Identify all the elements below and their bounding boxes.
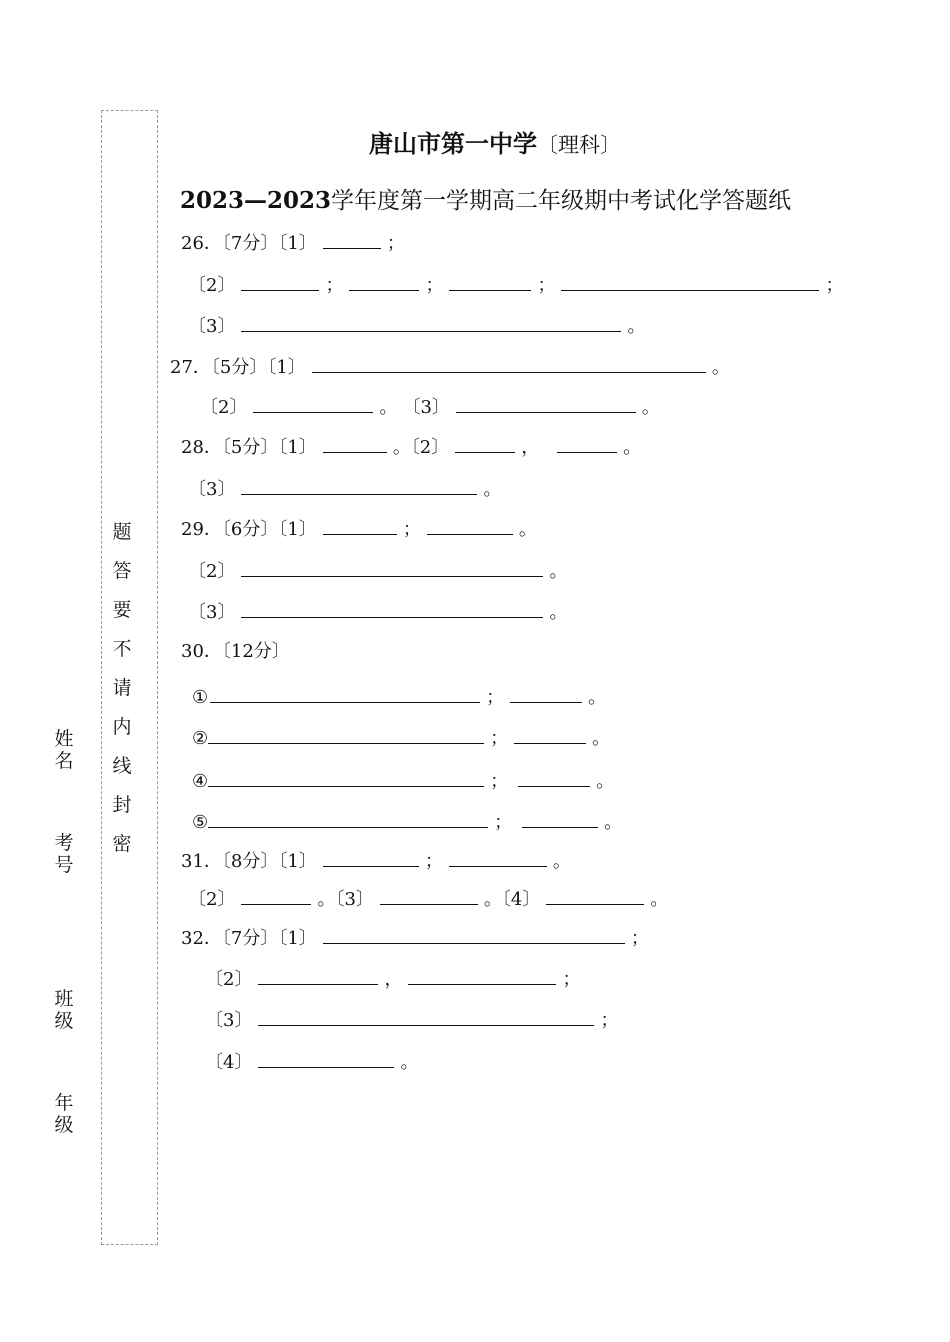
q26-p3: 〔3〕	[188, 316, 236, 337]
punct: 。	[604, 812, 623, 833]
seal-char: 不	[112, 638, 132, 660]
answer-blank[interactable]	[546, 886, 644, 905]
q29-line1	[181, 516, 537, 542]
q26-line2	[188, 272, 843, 298]
q27-p3: 〔3〕	[411, 397, 450, 418]
punct: 。	[650, 889, 669, 910]
seal-char: 答	[112, 560, 132, 582]
q31-p2: 〔2〕	[188, 889, 236, 910]
q32-head: 32．〔7分〕〔1〕	[181, 928, 317, 949]
punct: 。	[711, 357, 730, 378]
q30-head-line	[181, 640, 290, 664]
punct: ，	[521, 437, 540, 458]
answer-blank[interactable]	[561, 272, 819, 291]
answer-blank[interactable]	[208, 725, 484, 744]
punct: 。	[518, 519, 537, 540]
punct: ；	[386, 233, 405, 254]
answer-blank[interactable]	[380, 886, 478, 905]
year-range: 2023—2023	[180, 187, 332, 214]
q32-line4	[205, 1049, 418, 1075]
punct: ；	[494, 812, 513, 833]
seal-char: 要	[112, 599, 132, 621]
answer-blank[interactable]	[258, 966, 378, 985]
answer-blank[interactable]	[456, 394, 636, 413]
punct: 。	[588, 687, 607, 708]
q32-line3	[205, 1007, 618, 1033]
q27-head: 27．〔5分〕〔1〕	[170, 357, 306, 378]
student-id-label: 考号	[54, 832, 74, 876]
q32-p4: 〔4〕	[205, 1052, 253, 1073]
school-name: 唐山市第一中学	[369, 129, 537, 158]
punct: 。	[592, 728, 611, 749]
answer-blank[interactable]	[241, 272, 319, 291]
punct: 。	[596, 771, 615, 792]
punct: ；	[486, 687, 505, 708]
answer-blank[interactable]	[312, 354, 706, 373]
name-label: 姓名	[54, 728, 74, 772]
answer-blank[interactable]	[208, 809, 488, 828]
q28-p2: 〔2〕	[410, 437, 450, 458]
answer-blank[interactable]	[241, 313, 621, 332]
q31-p4: 〔4〕	[501, 889, 541, 910]
answer-blank[interactable]	[522, 809, 598, 828]
page-title	[0, 124, 950, 159]
q30-c5: ⑤	[192, 812, 209, 833]
q30-line3	[192, 768, 614, 794]
seal-warning	[110, 520, 134, 871]
punct: 。	[641, 397, 660, 418]
punct: 。	[483, 479, 502, 500]
q26-line1	[181, 230, 405, 256]
answer-blank[interactable]	[208, 768, 484, 787]
q29-line2	[188, 558, 567, 584]
exam-title: 学年度第一学期高二年级期中考试化学答题纸	[331, 188, 792, 214]
punct: 。	[549, 602, 568, 623]
punct: ；	[325, 275, 344, 296]
q31-head: 31．〔8分〕〔1〕	[181, 851, 317, 872]
q30-line2	[192, 725, 610, 751]
class-label: 班级	[54, 988, 74, 1032]
q30-line4	[192, 809, 622, 835]
q27-p2: 〔2〕	[200, 397, 248, 418]
answer-blank[interactable]	[427, 516, 513, 535]
punct: ；	[402, 519, 421, 540]
punct: ；	[490, 771, 509, 792]
answer-blank[interactable]	[449, 272, 531, 291]
school-note: 〔理科〕	[537, 133, 621, 157]
answer-blank[interactable]	[241, 476, 477, 495]
punct: 。	[623, 437, 642, 458]
punct: 。	[317, 889, 336, 910]
answer-blank[interactable]	[210, 684, 480, 703]
q31-p3: 〔3〕	[335, 889, 374, 910]
seal-char: 密	[112, 833, 132, 855]
q32-line1	[181, 925, 649, 951]
punct: ；	[425, 275, 444, 296]
punct: 。	[400, 1052, 419, 1073]
punct: 。	[552, 851, 571, 872]
seal-char: 内	[112, 716, 132, 738]
punct: ；	[630, 928, 649, 949]
q29-p3: 〔3〕	[188, 602, 236, 623]
q27-line1	[170, 354, 730, 380]
answer-blank[interactable]	[323, 516, 397, 535]
q28-line1	[181, 434, 641, 460]
q32-line2	[205, 966, 580, 992]
q30-line1	[192, 684, 606, 710]
answer-blank[interactable]	[408, 966, 556, 985]
q29-head: 29．〔6分〕〔1〕	[181, 519, 317, 540]
q30-c1: ①	[192, 687, 209, 708]
q31-line1	[181, 848, 571, 874]
answer-blank[interactable]	[323, 230, 381, 249]
q32-p3: 〔3〕	[205, 1010, 253, 1031]
q27-line2	[200, 394, 660, 420]
punct: ；	[424, 851, 443, 872]
q29-line3	[188, 599, 567, 625]
answer-blank[interactable]	[323, 925, 625, 944]
q29-p2: 〔2〕	[188, 561, 236, 582]
punct: ；	[600, 1010, 619, 1031]
answer-blank[interactable]	[258, 1049, 394, 1068]
q28-p3: 〔3〕	[188, 479, 236, 500]
answer-blank[interactable]	[241, 886, 311, 905]
answer-blank[interactable]	[241, 558, 543, 577]
q32-p2: 〔2〕	[205, 969, 253, 990]
answer-blank[interactable]	[510, 684, 582, 703]
seal-char: 线	[112, 755, 132, 777]
punct: ；	[490, 728, 509, 749]
seal-char: 题	[112, 521, 132, 543]
punct: ，	[384, 969, 403, 990]
answer-blank[interactable]	[557, 434, 617, 453]
answer-blank[interactable]	[323, 848, 419, 867]
answer-blank[interactable]	[253, 394, 373, 413]
answer-blank[interactable]	[449, 848, 547, 867]
answer-blank[interactable]	[323, 434, 387, 453]
punct: 。	[549, 561, 568, 582]
q30-c4: ④	[192, 771, 209, 792]
answer-blank[interactable]	[241, 599, 543, 618]
seal-char: 封	[112, 794, 132, 816]
q28-head: 28．〔5分〕〔1〕	[181, 437, 317, 458]
q28-line2	[188, 476, 501, 502]
punct: 。	[392, 437, 411, 458]
answer-blank[interactable]	[455, 434, 515, 453]
q26-p2: 〔2〕	[188, 275, 236, 296]
exam-subtitle	[180, 182, 791, 215]
punct: 。	[627, 316, 646, 337]
q30-c2: ②	[192, 728, 209, 749]
q26-head: 26．〔7分〕〔1〕	[181, 233, 317, 254]
seal-char: 请	[112, 677, 132, 699]
answer-blank[interactable]	[349, 272, 419, 291]
answer-blank[interactable]	[514, 725, 586, 744]
punct: ；	[825, 275, 844, 296]
q30-head: 30．〔12分〕	[181, 641, 290, 662]
q26-line3	[188, 313, 645, 339]
punct: 。	[483, 889, 502, 910]
punct: ；	[537, 275, 556, 296]
q31-line2	[188, 886, 668, 912]
grade-label: 年级	[54, 1092, 74, 1136]
punct: 。	[379, 397, 398, 418]
punct: ；	[562, 969, 581, 990]
answer-blank[interactable]	[258, 1007, 594, 1026]
answer-blank[interactable]	[518, 768, 590, 787]
